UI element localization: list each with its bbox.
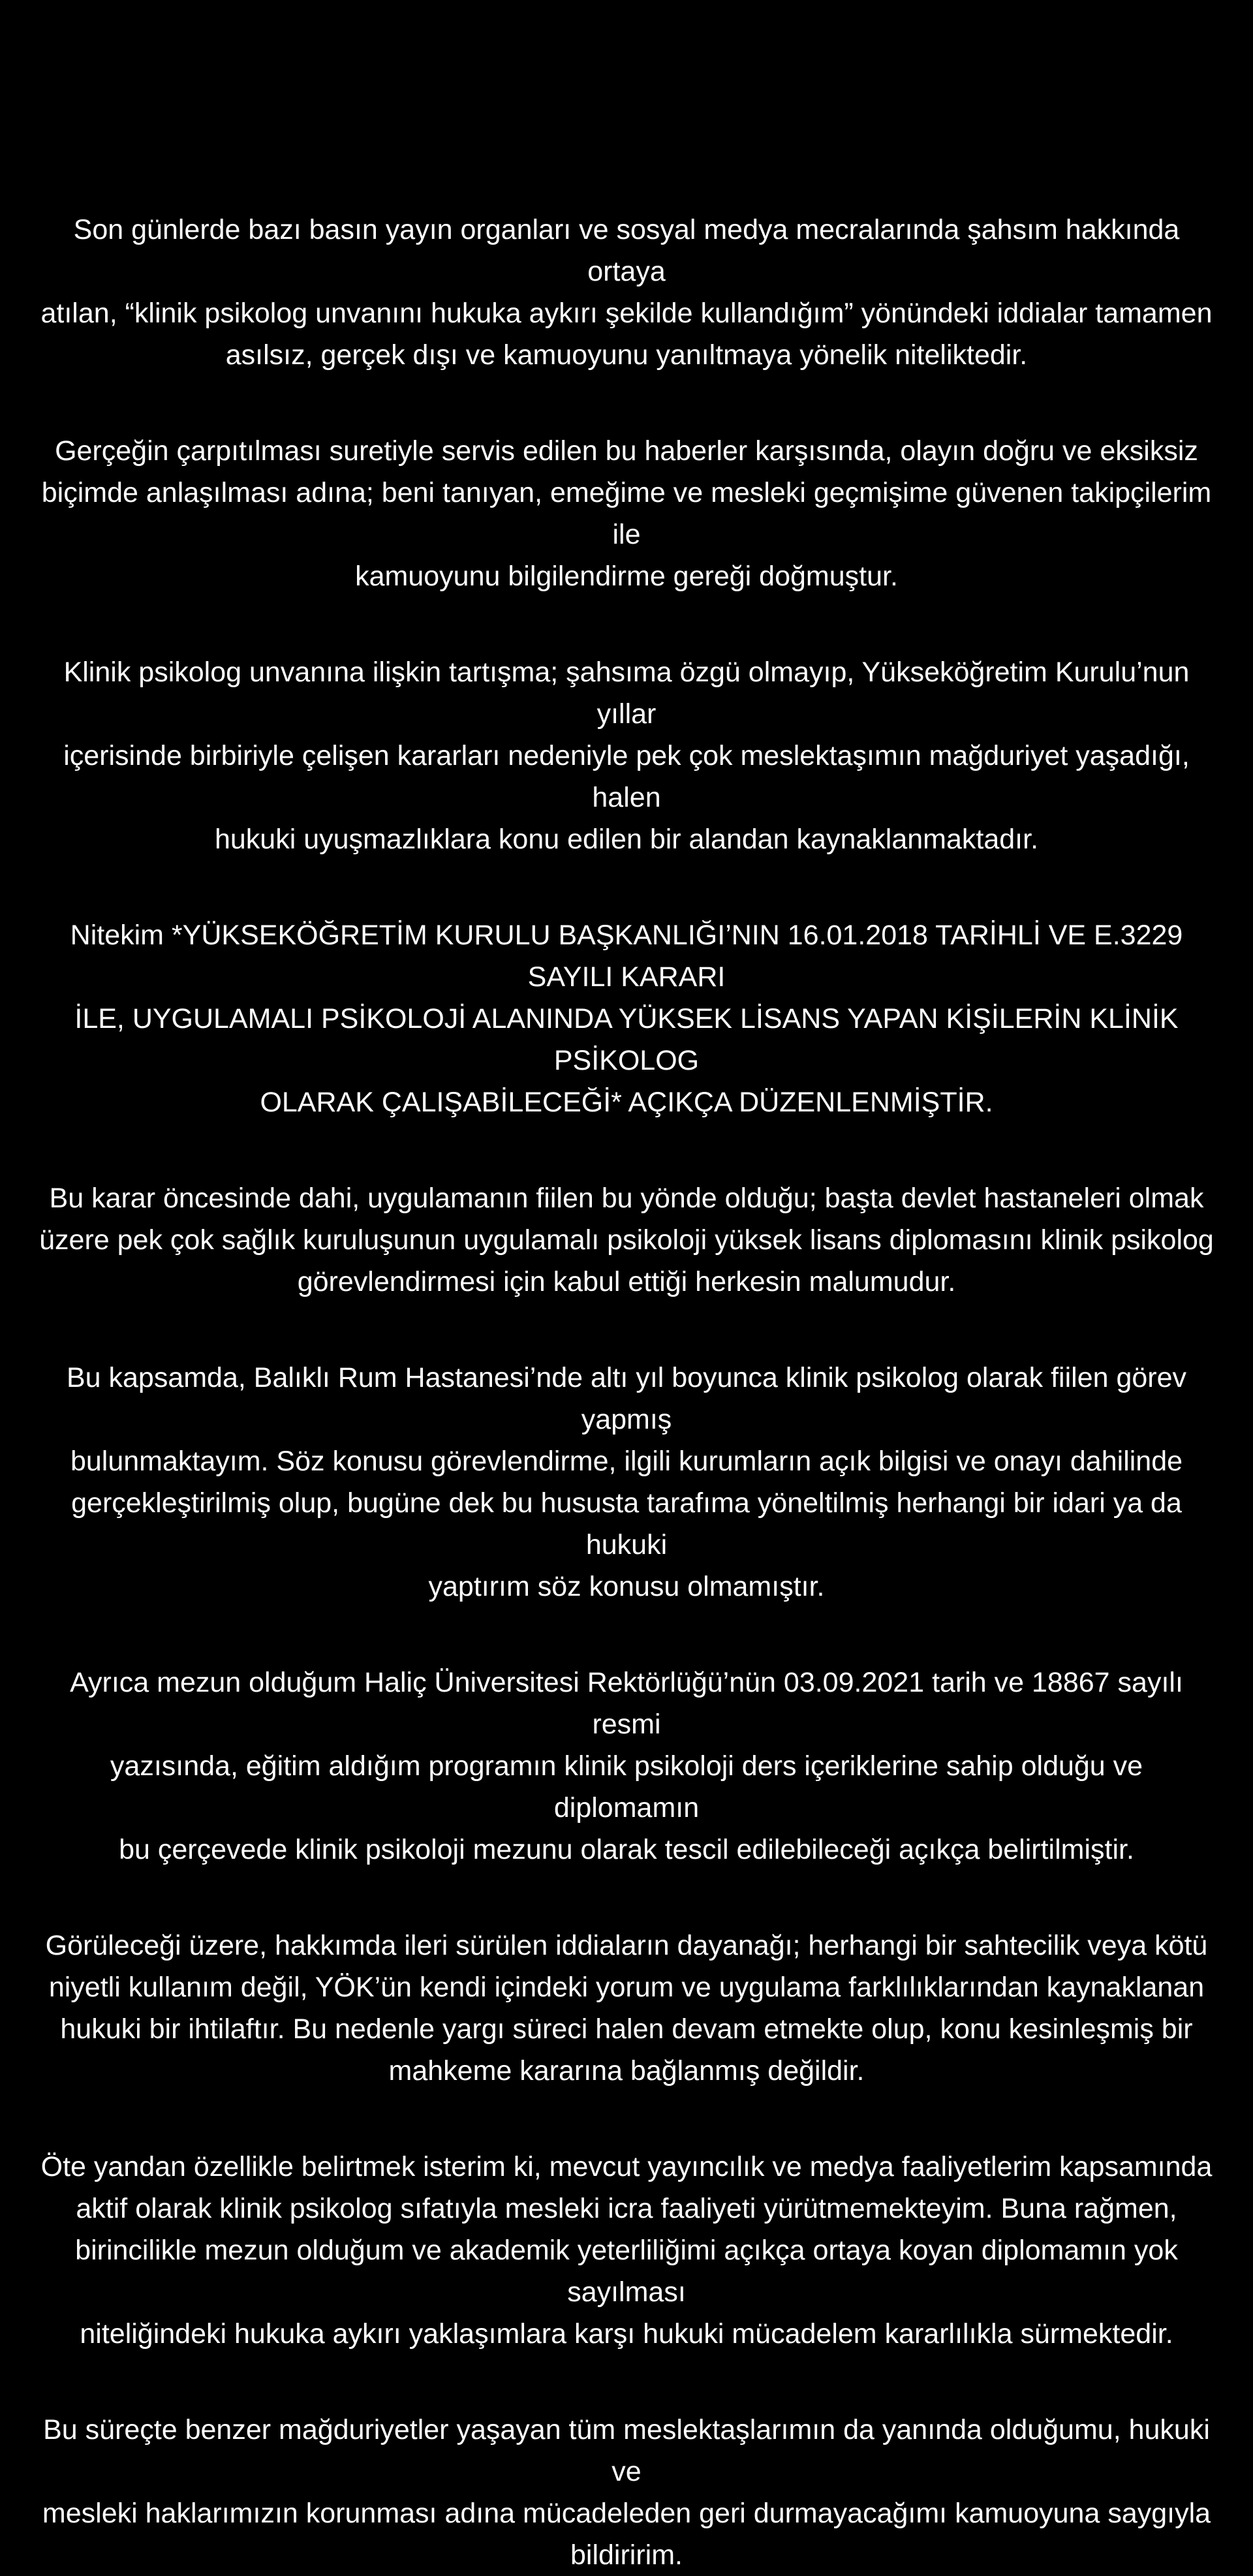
paragraph-university-letter: Ayrıca mezun olduğum Haliç Üniversitesi Rektörlüğü’nün 03.09.2021 tarih ve 18867 sayılı resmi yazısında, eğitim aldığım programın klinik psikoloji ders içeriklerine sahip olduğu ve diplomamın bu çerçevede klinik psikoloji mezunu olarak tescil edilebileceği açıkça belirtilmiştir. bbox=[70, 1667, 1183, 1865]
statement-body bbox=[39, 209, 1214, 2576]
paragraph-informing-public: Gerçeğin çarpıtılması suretiyle servis edilen bu haberler karşısında, olayın doğru ve eksiksiz biçimde anlaşılması adına; beni tanıyan, emeğime ve mesleki geçmişime güvenen takipçilerim ile kamuoyunu bilgilendirme gereği doğmuştur. bbox=[41, 435, 1212, 592]
paragraph-hospital-service: Bu kapsamda, Balıklı Rum Hastanesi’nde altı yıl boyunca klinik psikolog olarak fiilen görev yapmış bulunmaktayım. Söz konusu görevlendirme, ilgili kurumların açık bilgisi ve onayı dahilinde gerçekleştirilmiş olup, bugüne dek bu hususta tarafıma yöneltilmiş herhangi bir idari ya da hukuki yaptırım söz konusu olmamıştır. bbox=[66, 1362, 1187, 1602]
paragraph-prior-practice: Bu karar öncesinde dahi, uygulamanın fiilen bu yönde olduğu; başta devlet hastaneleri olmak üzere pek çok sağlık kuruluşunun uygulamalı psikoloji yüksek lisans diplomasını klinik psikolog görevlendirmesi için kabul ettiği herkesin malumudur. bbox=[39, 1183, 1214, 1297]
paragraph-legal-dispute: Görüleceği üzere, hakkımda ileri sürülen iddiaların dayanağı; herhangi bir sahtecilik veya kötü niyetli kullanım değil, YÖK’ün kendi içindeki yorum ve uygulama farklılıklarından kaynaklanan hukuki bir ihtilaftır. Bu nedenle yargı süreci halen devam etmekte olup, konu kesinleşmiş bir mahkeme kararına bağlanmış değildir. bbox=[45, 1930, 1208, 2087]
paragraph-title-dispute: Klinik psikolog unvanına ilişkin tartışma; şahsıma özgü olmayıp, Yükseköğretim Kurulu’nun yıllar içerisinde birbiriyle çelişen kararları nedeniyle pek çok meslektaşımın mağduriyet yaşadığı, halen hukuki uyuşmazlıklara konu edilen bir alandan kaynaklanmaktadır. bbox=[63, 657, 1190, 855]
paragraph-closing: Bu süreçte benzer mağduriyetler yaşayan tüm meslektaşlarımın da yanında olduğumu, hukuki ve mesleki haklarımızın korunması adına mücadeleden geri durmayacağımı kamuoyuna saygıyla bildiririm. bbox=[42, 2414, 1211, 2571]
paragraph-current-activities: Öte yandan özellikle belirtmek isterim ki, mevcut yayıncılık ve medya faaliyetlerim kapsamında aktif olarak klinik psikolog sıfatıyla mesleki icra faaliyeti yürütmemekteyim. Buna rağmen, birincilikle mezun olduğum ve akademik yeterliliğimi açıkça ortaya koyan diplomamın yok sayılması niteliğindeki hukuka aykırı yaklaşımlara karşı hukuki mücadelem kararlılıkla sürmektedir. bbox=[40, 2151, 1213, 2350]
paragraph-yok-decision: Nitekim *YÜKSEKÖĞRETİM KURULU BAŞKANLIĞI’NIN 16.01.2018 TARİHLİ VE E.3229 SAYILI KARARI İLE, UYGULAMALI PSİKOLOJİ ALANINDA YÜKSEK LİSANS YAPAN KİŞİLERİN KLİNİK PSİKOLOG OLARAK ÇALIŞABİLECEĞİ* AÇIKÇA DÜZENLENMİŞTİR. bbox=[70, 920, 1183, 1118]
paragraph-allegations: Son günlerde bazı basın yayın organları ve sosyal medya mecralarında şahsım hakkında ortaya atılan, “klinik psikolog unvanını hukuka aykırı şekilde kullandığım” yönündeki iddialar tamamen asılsız, gerçek dışı ve kamuoyunu yanıltmaya yönelik niteliktedir. bbox=[40, 214, 1213, 371]
